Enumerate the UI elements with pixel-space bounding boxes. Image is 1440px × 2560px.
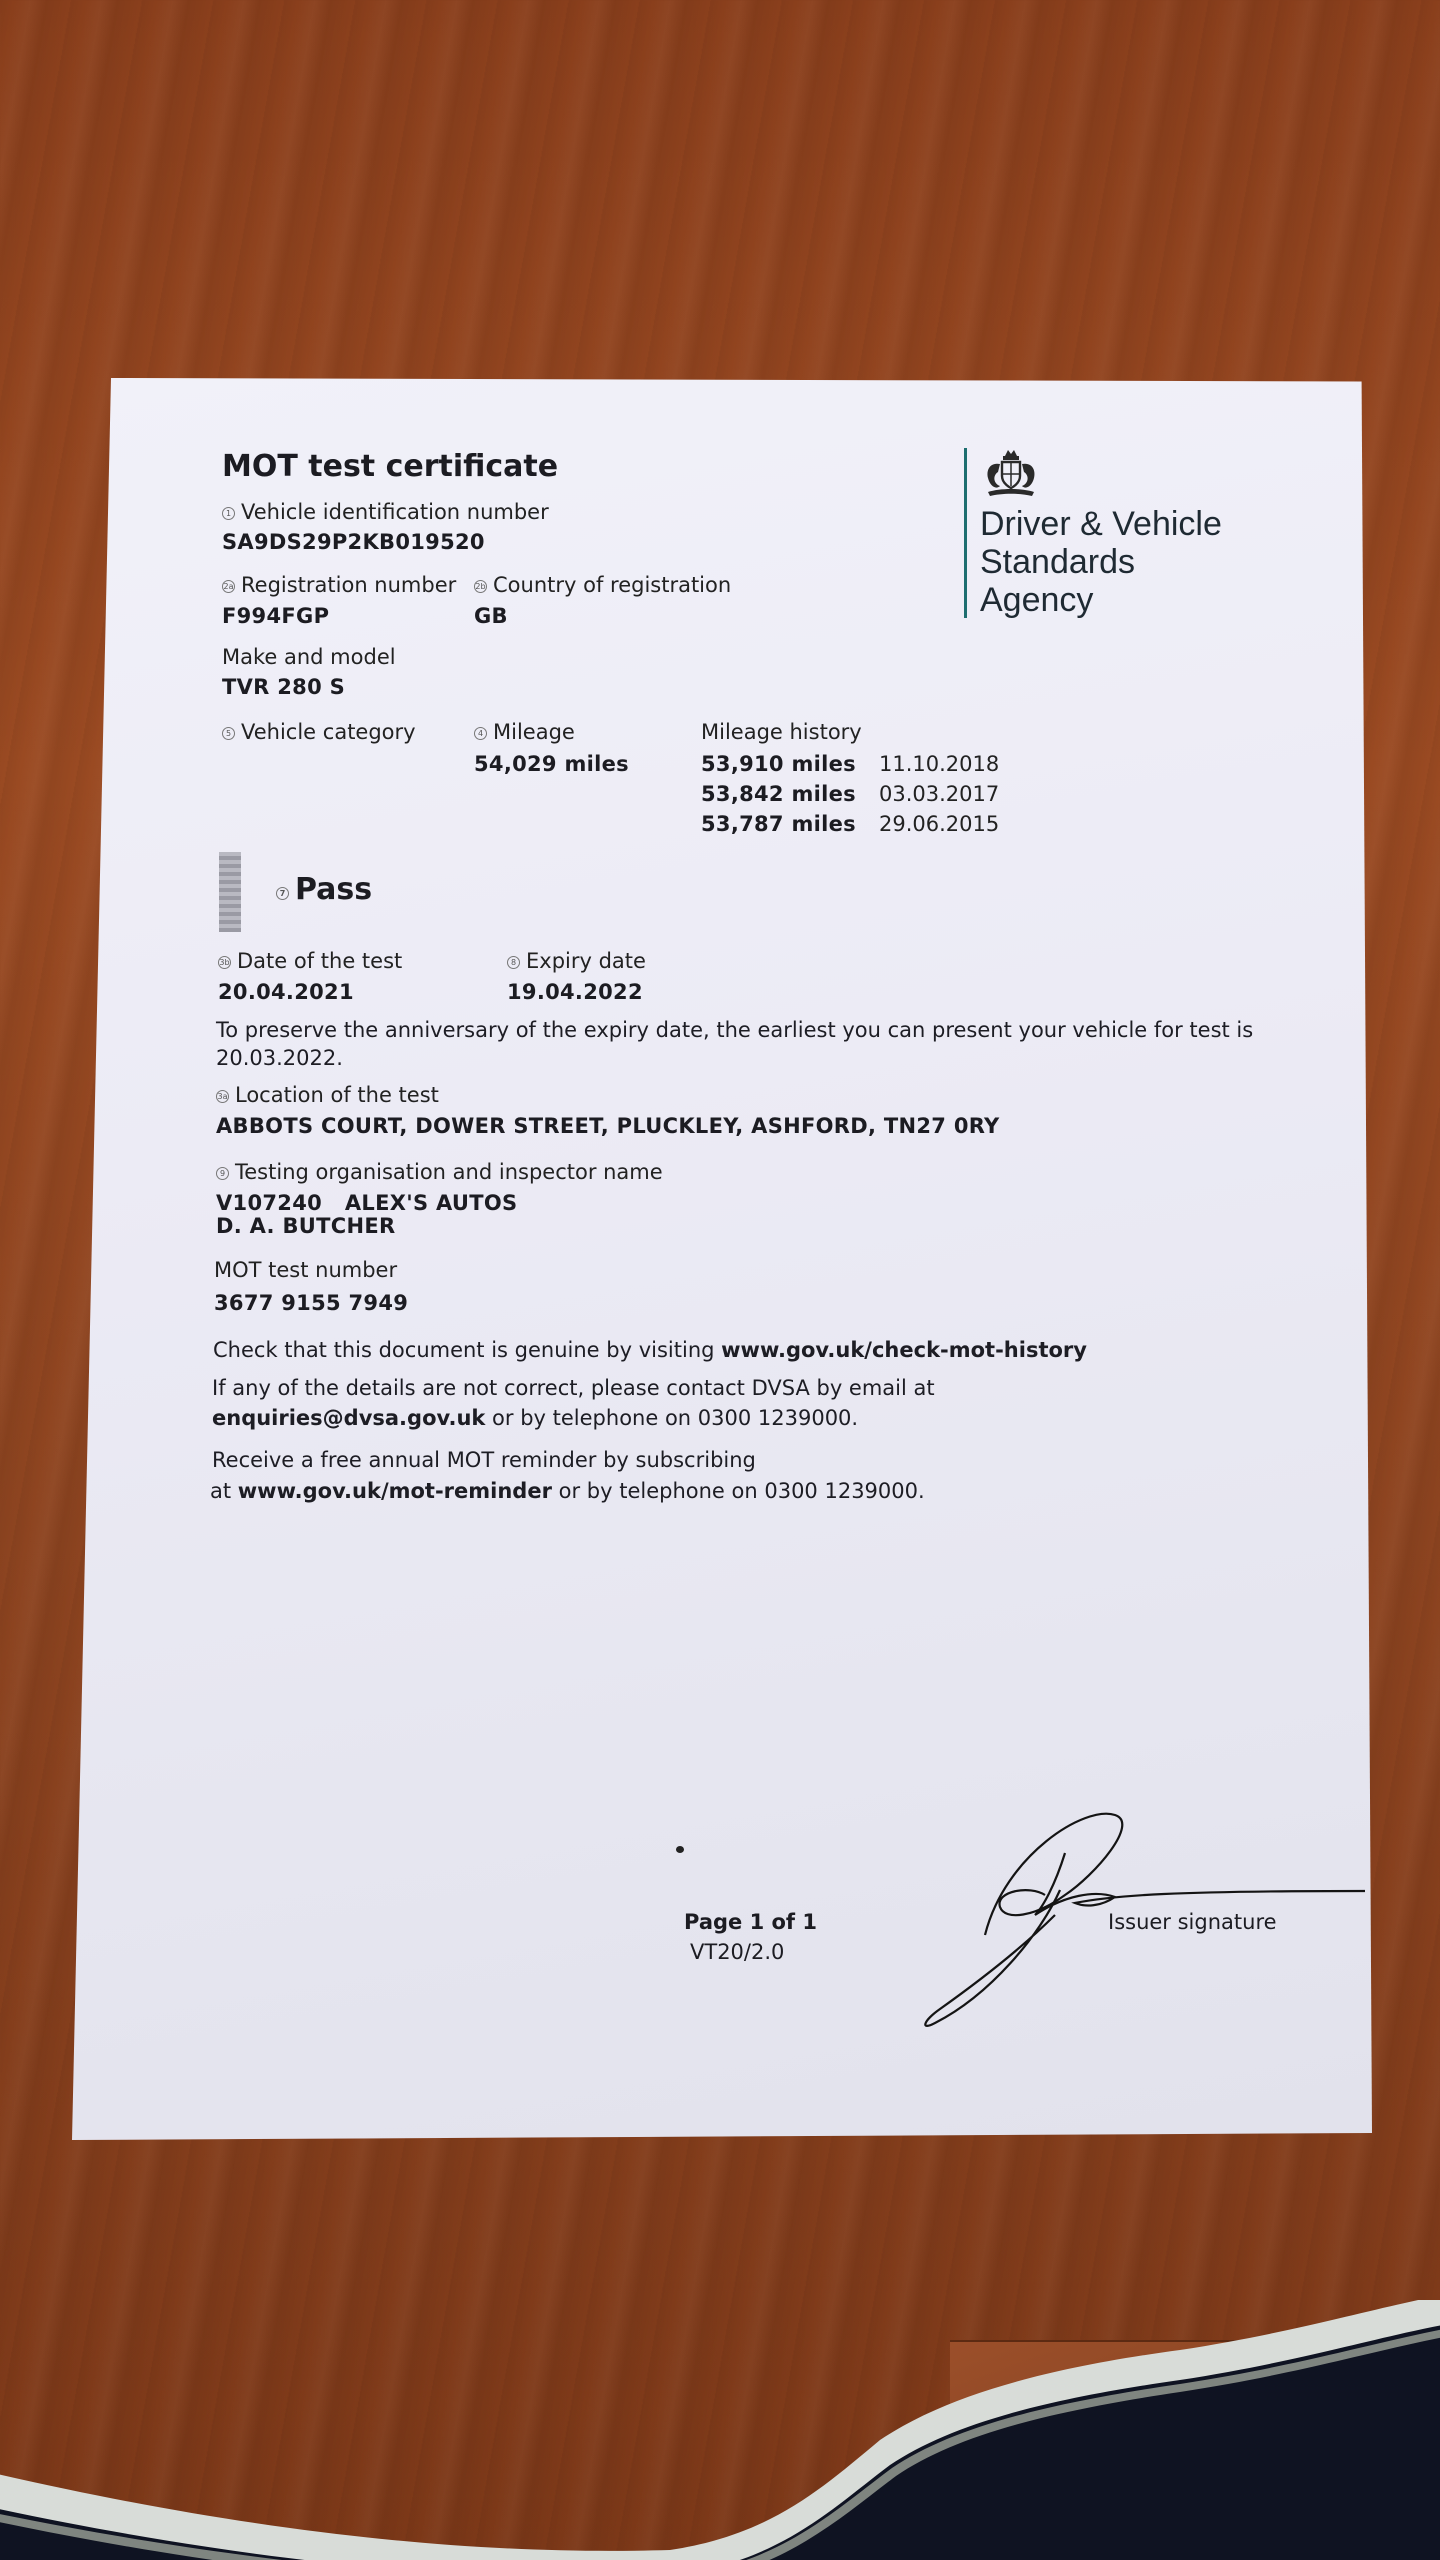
agency-name-line1: Driver & Vehicle — [980, 505, 1222, 543]
contact-text-line1: If any of the details are not correct, please contact DVSA by email at — [212, 1376, 935, 1400]
issuer-signature-label: Issuer signature — [1108, 1910, 1277, 1934]
agency-name-line2: Standards — [980, 543, 1135, 581]
mileage-history-miles: 53,787 miles — [701, 812, 856, 836]
ink-speck — [676, 1846, 684, 1853]
form-code: VT20/2.0 — [690, 1940, 785, 1964]
registration-value: F994FGP — [222, 604, 330, 628]
reminder-text-line1: Receive a free annual MOT reminder by subscribing — [212, 1448, 756, 1472]
make-model-value: TVR 280 S — [222, 675, 346, 699]
page-number: Page 1 of 1 — [684, 1910, 817, 1934]
test-number-value: 3677 9155 7949 — [214, 1291, 409, 1315]
redacted-mark — [219, 852, 241, 932]
testing-org-label: 9 Testing organisation and inspector name — [216, 1160, 663, 1184]
country-label: 2b Country of registration — [475, 573, 732, 597]
expiry-date-value: 19.04.2022 — [507, 980, 643, 1004]
mileage-history-miles: 53,910 miles — [701, 752, 856, 776]
check-genuine-text: Check that this document is genuine by visiting www.gov.uk/check-mot-history — [213, 1338, 1087, 1362]
mileage-history-miles: 53,842 miles — [701, 782, 856, 806]
location-label: 3a Location of the test — [217, 1083, 439, 1107]
field-number-badge: 7 — [276, 887, 289, 900]
country-value: GB — [474, 604, 508, 628]
check-mot-history-link[interactable]: www.gov.uk/check-mot-history — [721, 1338, 1087, 1362]
enquiries-email-link[interactable]: enquiries@dvsa.gov.uk — [212, 1406, 486, 1430]
vin-value: SA9DS29P2KB019520 — [222, 530, 485, 554]
contact-text-line2: enquiries@dvsa.gov.uk or by telephone on 0300 1239000. — [212, 1406, 859, 1430]
inspector-name: D. A. BUTCHER — [216, 1214, 396, 1238]
testing-org-value: V107240 ALEX'S AUTOS — [216, 1191, 518, 1215]
agency-accent-bar — [964, 448, 967, 618]
make-model-label: Make and model — [222, 645, 396, 669]
test-date-label: 3b Date of the test — [219, 949, 403, 973]
mileage-label: 4 Mileage — [474, 720, 575, 744]
field-number-badge: 3b — [219, 958, 230, 967]
vin-label: 1 Vehicle identification number — [222, 500, 549, 524]
location-value: ABBOTS COURT, DOWER STREET, PLUCKLEY, ASHFORD, TN27 0RY — [216, 1114, 1000, 1138]
agency-name-line3: Agency — [980, 581, 1094, 619]
certificate-title: MOT test certificate — [222, 449, 559, 484]
test-date-value: 20.04.2021 — [218, 980, 354, 1004]
field-number-badge: 2a — [223, 582, 234, 591]
field-number-badge: 3a — [217, 1092, 228, 1101]
test-result: 7 Pass — [276, 872, 372, 907]
mileage-value: 54,029 miles — [474, 752, 629, 776]
field-number-badge: 5 — [222, 727, 235, 740]
field-number-badge: 4 — [474, 727, 487, 740]
registration-label: 2a Registration number — [223, 573, 457, 597]
field-number-badge: 1 — [222, 507, 235, 520]
test-number-label: MOT test number — [214, 1258, 398, 1282]
field-number-badge: 8 — [507, 956, 520, 969]
royal-coat-of-arms-icon — [978, 448, 1044, 500]
vehicle-category-label: 5 Vehicle category — [222, 720, 416, 744]
mileage-history-date: 11.10.2018 — [879, 752, 1000, 776]
mot-reminder-link[interactable]: www.gov.uk/mot-reminder — [237, 1479, 552, 1503]
expiry-date-label: 8 Expiry date — [507, 949, 646, 973]
mileage-history-label: Mileage history — [701, 720, 862, 744]
mileage-history-date: 29.06.2015 — [879, 812, 1000, 836]
field-number-badge: 2b — [475, 582, 486, 591]
anniversary-date: 20.03.2022. — [216, 1046, 343, 1070]
field-number-badge: 9 — [216, 1167, 229, 1180]
reminder-text-line2: at www.gov.uk/mot-reminder or by telephone on 0300 1239000. — [210, 1479, 925, 1503]
anniversary-note: To preserve the anniversary of the expiry date, the earliest you can present your vehicle for test is — [216, 1018, 1254, 1042]
mileage-history-date: 03.03.2017 — [879, 782, 1000, 806]
